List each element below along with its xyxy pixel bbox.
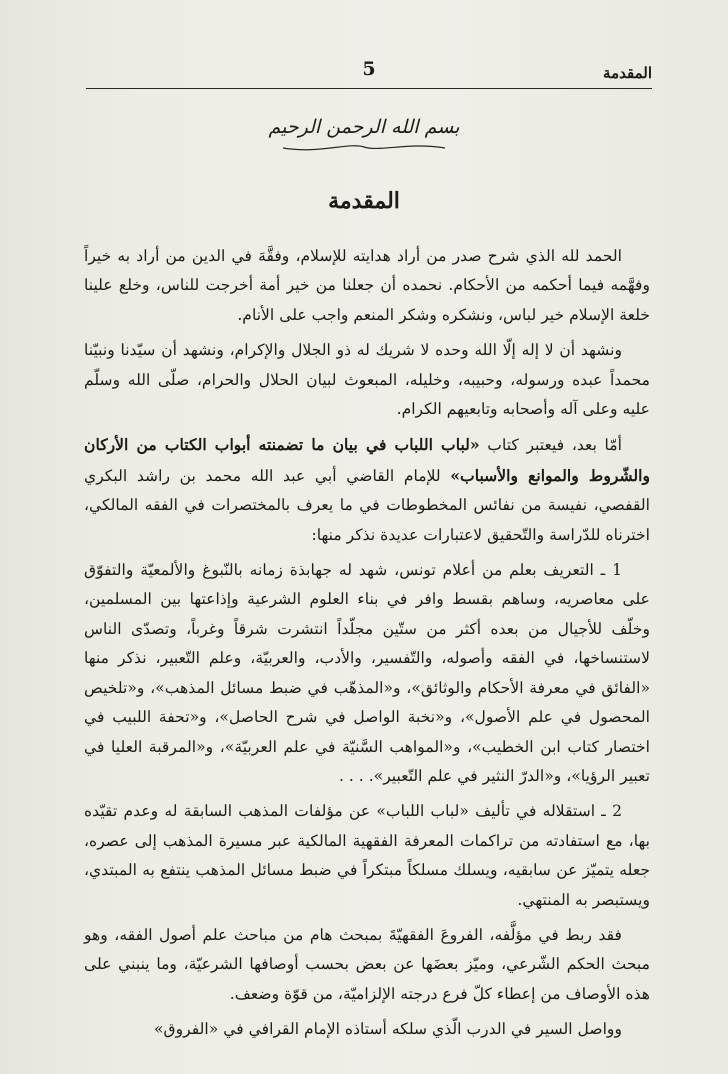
basmala-text: بسم الله الرحمن الرحيم	[268, 116, 460, 138]
paragraph-praise: الحمد لله الذي شرح صدر من أراد هدايته للإسلام، وفقَّهَ في الدين من أراد به خيراً وفهَّمه فيما أحكمه من الأحكام. نحمده أن جعلنا من خير أمة أخرجت للناس، وخلع علينا خلعة الإسلام خير لباس، ونشكره وشكر المنعم واجب على الأنام.	[84, 247, 650, 324]
paragraph-reason-1: 1 ـ التعريف بعلم من أعلام تونس، شهد له جهابذة زمانه بالنّبوغ والألمعيّة والتفوّق على معاصريه، وساهم بقسط وافر في بناء العلوم الشرعية وإذاعتها بين المسلمين، وخلّف للأجيال من بعده أكثر من ستّين مجلّداً انتشرت شرقاً وغرباً، وتصدّى الناس لاستنساخها، في الفقه وأصوله، والتّفسير، والأدب، والعربيّة، وعلم التّعبير، نذكر منها «الفائق في معرفة الأحكام والوثائق»، و«المذهّب في ضبط مسائل المذهب»، و«تلخيص المحصول في علم الأصول»، و«نخبة الواصل في شرح الحاصل»، و«تحفة اللبيب في اختصار كتاب ابن الخطيب»، و«المواهب السَّنيّة في علم العربيّة»، و«المرقبة العليا في تعبير الرؤيا»، و«الدرّ النثير في علم التّعبير». . . .	[84, 561, 650, 785]
section-title: المقدمة	[328, 188, 400, 214]
basmala-flourish	[279, 140, 449, 154]
paragraph-continuation: وواصل السير في الدرب الّذي سلكه أستاذه الإمام القرافي في «الفروق»	[154, 1020, 622, 1039]
page-header	[86, 58, 652, 89]
book-intro-lead: أمّا بعد، فيعتبر كتاب	[479, 436, 622, 455]
running-title: المقدمة	[603, 64, 652, 82]
book-title: «لباب اللباب في بيان ما تضمنته أبواب الكتاب من الأركان والشّروط والموانع والأسباب»	[84, 435, 650, 485]
paragraph-method: فقد ربط في مؤلَّفه، الفروعَ الفقهيّةَ بمبحث هام من مباحث علم أصول الفقه، وهو مبحث الحكم الشّرعي، وميّز بعضَها عن بعض بحسب أوصافها الشرعيّة، وما ينبني على هذه الأوصاف من إعطاء كلّ فرع درجته الإلزاميّة، من قوّة وضعف.	[84, 925, 650, 1003]
paragraph-reason-2: 2 ـ استقلاله في تأليف «لباب اللباب» عن مؤلفات المذهب السابقة له وعدم تقيّده بها، مع استفادته من تراكمات المعرفة الفقهية المالكية عبر مسيرة المذهب إلى عصره، جعله يتميّز عن سابقيه، ويسلك مسلكاً مبتكراً في ضبط مسائل المذهب ينتفع به المبتدي، ويستبصر به المنتهي.	[84, 802, 650, 909]
page-number: 5	[362, 58, 376, 80]
body-text	[84, 242, 650, 1045]
basmala	[0, 116, 728, 154]
paragraph-testimony: ونشهد أن لا إله إلّا الله وحده لا شريك له ذو الجلال والإكرام، ونشهد أن سيّدنا ونبيّنا محمداً عبده ورسوله، وحبيبه، وخليله، المبعوث لبيان الحلال والحرام، صلّى الله وسلّم عليه وعلى آله وأصحابه وتابعيهم الكرام.	[84, 341, 650, 419]
paragraph-book-intro	[84, 430, 650, 550]
book-intro-rest: للإمام القاضي أبي عبد الله محمد بن راشد البكري القفصي، نفيسة من نفائس المخطوطات في ما يعرف بالمختصرات في الفقه المالكي، اخترناه للدّراسة والتّحقيق لاعتبارات عديدة نذكر منها:	[84, 466, 650, 544]
